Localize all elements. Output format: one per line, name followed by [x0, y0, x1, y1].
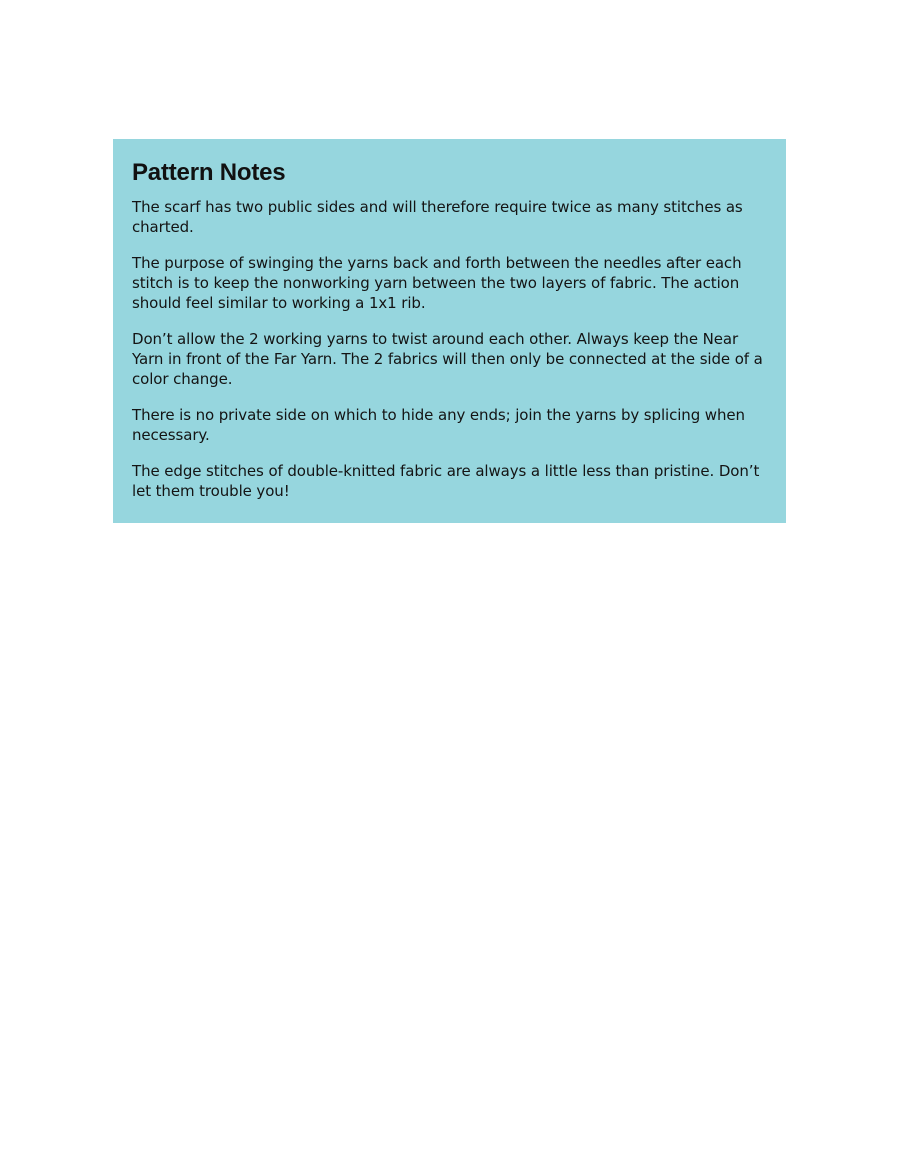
pattern-notes-title: Pattern Notes — [132, 159, 286, 186]
note-paragraph-swinging-yarns: The purpose of swinging the yarns back and forth between the needles after each stitch is to keep the nonworking yarn between the two layers of fabric. The action should feel similar to working a 1x1 rib. — [132, 254, 742, 312]
note-paragraph-edge-stitches: The edge stitches of double-knitted fabric are always a little less than pristine. Don’t let them trouble you! — [132, 462, 760, 500]
note-paragraph-public-sides: The scarf has two public sides and will therefore require twice as many stitches as charted. — [132, 198, 743, 236]
note-paragraph-private-side: There is no private side on which to hide any ends; join the yarns by splicing when necessary. — [132, 406, 745, 444]
note-paragraph-working-yarns: Don’t allow the 2 working yarns to twist around each other. Always keep the Near Yarn in front of the Far Yarn. The 2 fabrics will then only be connected at the side of a color change. — [132, 330, 763, 388]
pattern-notes-box — [113, 139, 786, 523]
